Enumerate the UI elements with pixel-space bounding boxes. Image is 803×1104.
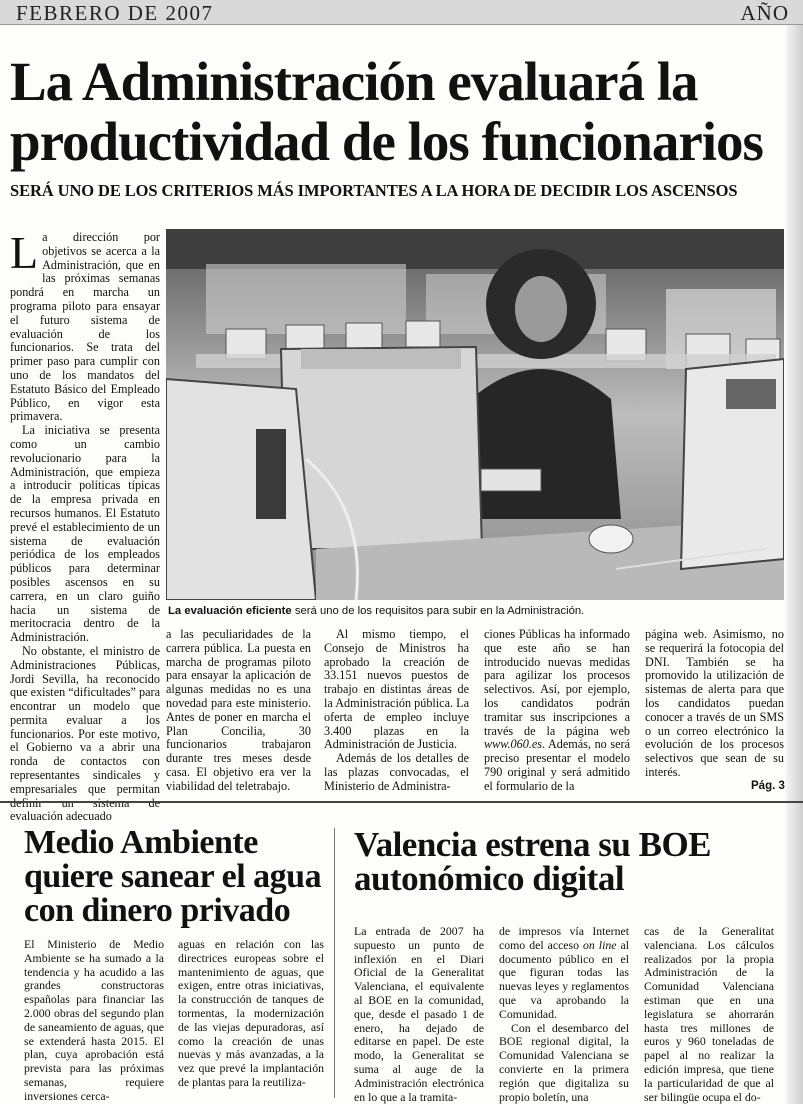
lead-headline: La Administración evaluará la productividad de los funcionarios (10, 51, 763, 172)
lead-subhead: SERÁ UNO DE LOS CRITERIOS MÁS IMPORTANTES A LA HORA DE DECIDIR LOS ASCENSOS (10, 181, 738, 200)
lead-photo (166, 229, 784, 600)
issue-date: FEBRERO DE 2007 (16, 1, 214, 25)
drop-cap: L (10, 227, 39, 278)
lead-col3-paragraph-2: Además de los detalles de las plazas convocadas, el Ministerio de Administra- (324, 751, 469, 793)
story-right-column-1: La entrada de 2007 ha supuesto un punto de inflexión en el Diari Oficial de la Generalitat Valenciana, el equivalente al BOE en la comunidad, que, desde el pasado 1 de enero, ha dejado de editarse en papel. De este modo, la Generalitat se suma al auge de la Administración electrónica en lo que a la tramita- (354, 924, 484, 1104)
story-right-column-3: cas de la Generalitat valenciana. Los cálculos realizados por la propia Administración de la Comunidad Valenciana estiman que en una legislatura se ahorrarán hasta tres millones de euros y 960 toneladas de papel al no realizar la edición impresa, que tiene la particularidad de que al ser bilingüe ocupa el do- (644, 924, 774, 1104)
lead-paragraph-1: La dirección por objetivos se acerca a la Administración, que en las próximas semanas pondrá en marcha un programa piloto para ensayar el futuro sistema de evaluación de los funcionarios. Se trata del primer paso para cumplir con uno de los mandatos del Estatuto Básico del Empleado Público, en vigor esta primavera. (10, 227, 160, 424)
lead-paragraph-3: No obstante, el ministro de Administraciones Públicas, Jordi Sevilla, ha reconocido que existen “dificultades” para encontrar un modelo que permita evaluar a los funcionarios. Por este motivo, el Gobierno va a abrir una ronda de contactos con representantes sindicales y empresariales que permitan definir un sistema de evaluación adecuado (10, 643, 160, 824)
lead-col4-paragraph: ciones Públicas ha informado que este año se han introducido nuevas medidas para agilizar los procesos selectivos. Así, por ejemplo, los candidatos podrán tramitar sus inscripciones a través de la página web www.060.es. Además, no será preciso presentar el modelo 790 original y será admitido el formulario de la (484, 627, 630, 793)
lead-column-1 (10, 227, 160, 824)
lead-col3-paragraph-1: Al mismo tiempo, el Consejo de Ministros ha aprobado la creación de 33.151 nuevos puestos de trabajo en distintas áreas de la Administración pública. La oferta de empleo incluye 3.400 plazas en la Administración de Justicia. (324, 627, 469, 752)
section-divider (0, 801, 803, 803)
issue-year-label: AÑO (740, 1, 789, 25)
lead-column-3 (324, 628, 469, 794)
website-link[interactable]: www.060.es (484, 737, 543, 752)
lead-column-5 (645, 628, 784, 780)
photo-caption: La evaluación eficiente será uno de los requisitos para subir en la Administración. (168, 605, 585, 617)
office-computers-photo (166, 229, 784, 600)
running-header (0, 0, 803, 25)
story-right-column-2: de impresos vía Internet como del acceso on line al documento público en el que figuran todas las nuevas leyes y reglamentos que va aprobando la Comunidad. Con el desembarco del BOE regional digital, la Comunidad Valenciana se convierte en la primera región que digitaliza su propio boletín, una (499, 924, 630, 1104)
page-reference: Pág. 3 (751, 780, 785, 792)
story-right-headline: Valencia estrena su BOE autonómico digital (354, 825, 712, 898)
column-divider (334, 828, 335, 1098)
story-left-column-2: aguas en relación con las directrices europeas sobre el mantenimiento de aguas, que exigen, entre otras iniciativas, la construcción de tanques de tormentas, la modernización de las viejas depuradoras, así como la creación de unas nuevas y más avanzadas, a la vez que prevé la implantación de plantas para la reutiliza- (178, 937, 324, 1089)
story-left-headline: Medio Ambiente quiere sanear el agua con dinero privado (24, 824, 322, 929)
lead-col2-paragraph: a las peculiaridades de la carrera pública. La puesta en marcha de programas piloto para ensayar la aplicación de algunas medidas no es una novedad para este ministerio. Antes de poner en marcha el Plan Concilia, 30 funcionarios trabajaron durante tres meses desde casa. El objetivo era ver la viabilidad del teletrabajo. (166, 627, 311, 793)
story-left-column-1: El Ministerio de Medio Ambiente se ha sumado a la tendencia y ha acudido a las grandes constructoras españolas para financiar las 2.000 obras del segundo plan de saneamiento de aguas, que se extenderá hasta 2015. El plan, cuya aprobación está prevista para las próximas semanas, requiere inversiones cerca- (24, 937, 164, 1103)
lead-col5-paragraph: página web. Asimismo, no se requerirá la fotocopia del DNI. También se ha promovido la utilización de sistemas de alerta para que los candidatos puedan conocer a través de un SMS o un correo electrónico la evolución de los procesos selectivos que sean de su interés. (645, 627, 784, 779)
lead-paragraph-2: La iniciativa se presenta como un cambio revolucionario para la Administración, que empieza a introducir políticas típicas de la empresa privada en recursos humanos. El Estatuto prevé el establecimiento de un sistema de evaluación periódica de los empleados públicos para determinar posibles ascensos en su carrera, en un claro guiño hacia un sistema de meritocracia dentro de la Administración. (10, 423, 160, 645)
lead-column-2 (166, 628, 311, 794)
lead-column-4 (484, 628, 630, 794)
